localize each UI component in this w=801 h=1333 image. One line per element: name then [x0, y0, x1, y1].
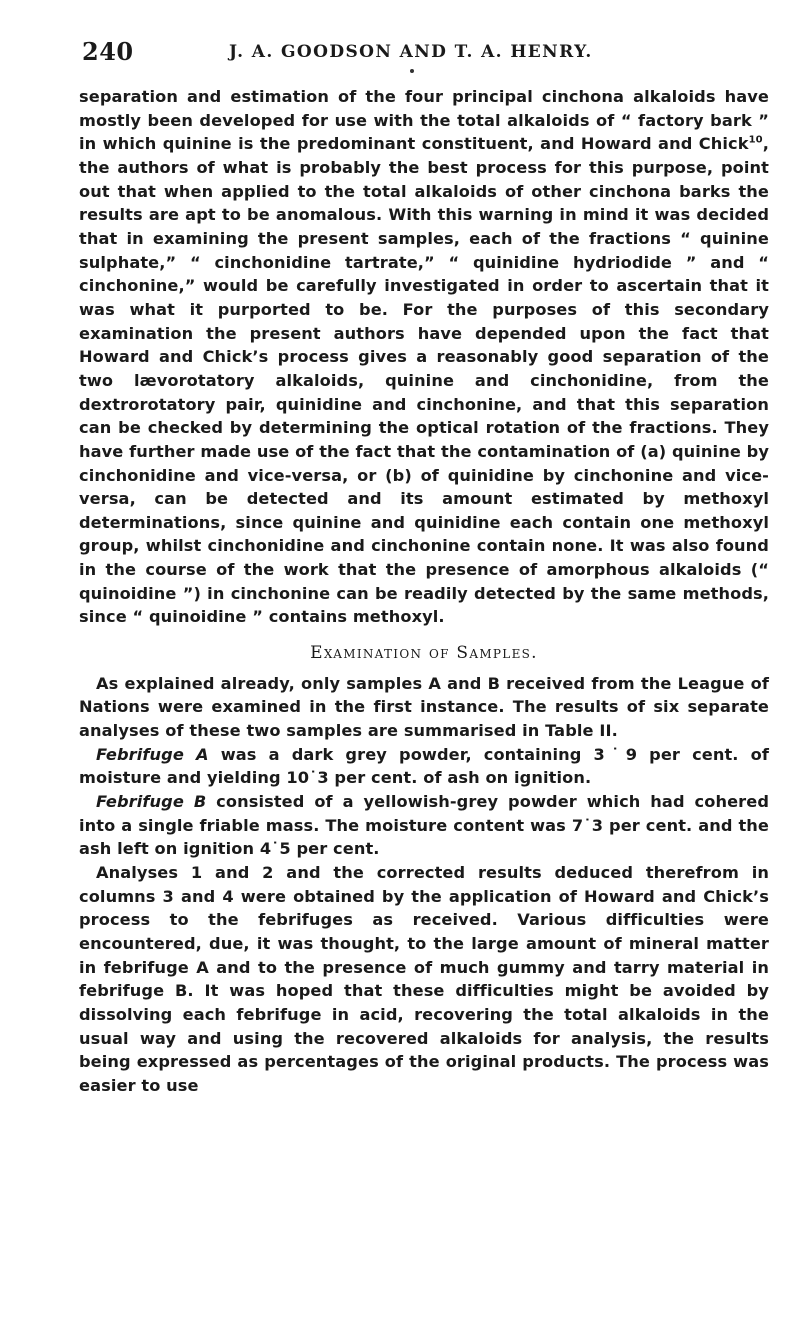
paragraph-text: was a dark grey powder, containing 3˙9 per cent. of moisture and yielding 10˙3 per cent. of ash on ignition. — [79, 744, 769, 788]
paragraph — [79, 790, 769, 861]
paragraph: Analyses 1 and 2 and the corrected results deduced therefrom in columns 3 and 4 were obtained by the application of Howard and Chick’s process to the febrifuges as received. Various difficulties were encountered, due, it was thought, to the large amount of mineral matter in febrifuge A and to the presence of much gummy and tarry material in febrifuge B. It was hoped that these difficulties might be avoided by dissolving each febrifuge in acid, recovering the total alkaloids in the usual way and using the recovered alkaloids for analysis, the results being expressed as percentages of the original products. The process was easier to use — [79, 863, 769, 1095]
paragraph-text: , the authors of what is probably the best process for this purpose, point out that when applied to the total alkaloids of other cinchona barks the results are apt to be anomalous. With this warning in mind it was decided that in examining the present samples, each of the fractions “ quinine sulphate,” “ cinchonidine tartrate,” “ quinidine hydriodide ” and “ cinchonine,” would be carefully investigated in order to ascertain that it was what it purported to be. For the purposes of this secondary examination the present authors have depended upon the fact that Howard and Chick’s process gives a reasonably good separation of the two lævorotatory alkaloids, quinine and cinchonidine, from the dextrorotatory pair, quinidine and cinchonine, and that this separation can be checked by determining the optical rotation of the fractions. They have further made use of the fact that the contamination of (a) quinine by cinchonidine and vice-versa, or (b) of quinidine by cinchonine and vice-versa, can be detected and its amount estimated by methoxyl determinations, since quinine and quinidine each contain one methoxyl group, whilst cinchonidine and cinchonine contain none. It was also found in the course of the work that the presence of amorphous alkaloids (“ quinoidine ”) in cinchonine can be readily detected by the same methods, since “ quinoidine ” contains methoxyl. — [79, 134, 769, 627]
paragraph-text: separation and estimation of the four principal cinchona alkaloids have mostly been developed for use with the total alkaloids of “ factory bark ” in which quinine is the predominant constituent, and Howard and Chick — [79, 87, 769, 154]
page-number: 240 — [82, 37, 134, 66]
page-header — [79, 37, 769, 65]
paragraph-label: Febrifuge B — [96, 792, 207, 812]
reference-superscript: 10 — [748, 134, 763, 146]
running-head: J. A. GOODSON AND T. A. HENRY. — [229, 42, 593, 62]
section-heading: Examination of Samples. — [310, 643, 538, 664]
paragraph-continued — [79, 85, 769, 629]
printing-mark — [410, 69, 414, 73]
paragraph-text: consisted of a yellowish-grey powder which had cohered into a single friable mass. The moisture content was 7˙3 per cent. and the ash left on ignition 4˙5 per cent. — [79, 792, 770, 859]
paragraph — [79, 743, 769, 790]
paragraph-label: Febrifuge A — [96, 744, 209, 764]
body-text — [79, 85, 769, 1098]
paragraph: As explained already, only samples A and B received from the League of Nations were examined in the first instance. The results of six separate analyses of these two samples are summarised in Table II. — [79, 673, 769, 741]
